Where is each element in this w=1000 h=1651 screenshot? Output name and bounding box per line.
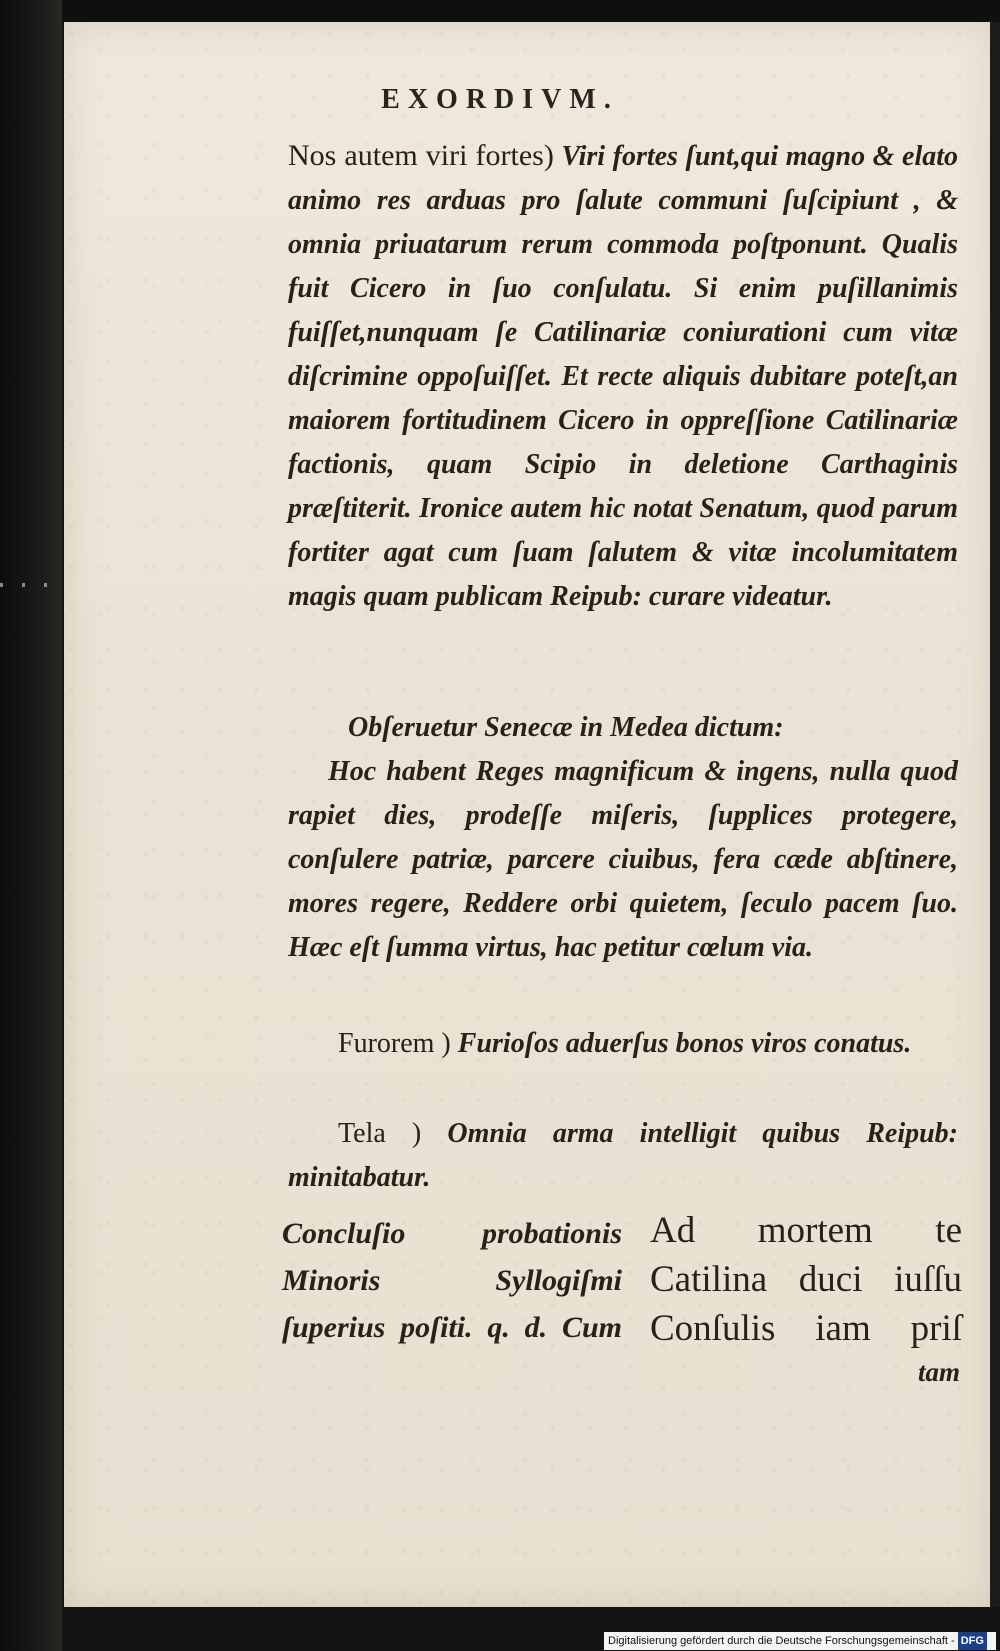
scan-border-top — [0, 0, 1000, 24]
credit-text: Digitalisierung gefördert durch die Deutsche Forschungsgemeinschaft - — [608, 1635, 955, 1647]
commentary-block-1 — [288, 134, 958, 619]
commentary-text-furorem: Furioſos aduerſus bonos viros conatus. — [457, 1028, 912, 1059]
commentary-block-tela — [288, 1112, 958, 1200]
scan-border-right — [990, 22, 1000, 1607]
marginal-gloss: Concluſio probationis Minoris Syllogiſmi ſuperius poſiti. q. d. Cum — [282, 1217, 622, 1344]
lemma-furorem: Furorem ) — [338, 1028, 451, 1059]
main-text-oration: Ad mortem te Catilina duci iuſſu Conſulis iam priſ — [650, 1210, 962, 1349]
scan-border-left — [0, 0, 62, 1651]
commentary-block-furorem — [288, 1022, 958, 1066]
dfg-logo: DFG — [958, 1632, 987, 1650]
scan-dotted-marker — [0, 583, 70, 587]
running-title: EXORDIVM. — [381, 84, 619, 115]
digitization-credit — [604, 1632, 996, 1650]
seneca-heading: Obſeruetur Senecæ in Medea dictum: — [348, 712, 784, 743]
catchword: tam — [917, 1357, 960, 1387]
commentary-text-tela: Omnia arma intelligit quibus Reipub: minitabatur. — [288, 1118, 959, 1193]
lemma-nos-autem: Nos autem viri fortes) — [288, 139, 554, 172]
commentary-text-1: Viri fortes ſunt,qui magno & elato animo res arduas pro ſalute communi ſuſcipiunt , & omnia priuatarum rerum commoda poſtponunt. Qualis fuit Cicero in ſuo conſulatu. Si enim puſillanimis fuiſſet,nunquam ſe Catilinariæ coniurationi cum vitæ diſcrimine oppoſuiſſet. Et recte aliquis dubitare poteſt,an maiorem fortitudinem Cicero in oppreſſione Catilinariæ factionis, quam Scipio in deletione Carthaginis præſtiterit. Ironice autem hic notat Senatum, quod parum fortiter agat cum ſuam ſalutem & vitæ incolumitatem magis quam publicam Reipub: curare videatur. — [288, 141, 958, 612]
seneca-block — [288, 706, 958, 970]
seneca-quote: Hoc habent Reges magnificum & ingens, nulla quod rapiet dies, prodeſſe miſeris, ſupplices protegere, conſulere patriæ, parcere ciuibus, fera cæde abſtinere, mores regere, Reddere orbi quietem, ſeculo pacem ſuo. Hæc eſt ſumma virtus, hac petitur cœlum via. — [288, 756, 958, 963]
lemma-tela: Tela ) — [338, 1118, 422, 1149]
